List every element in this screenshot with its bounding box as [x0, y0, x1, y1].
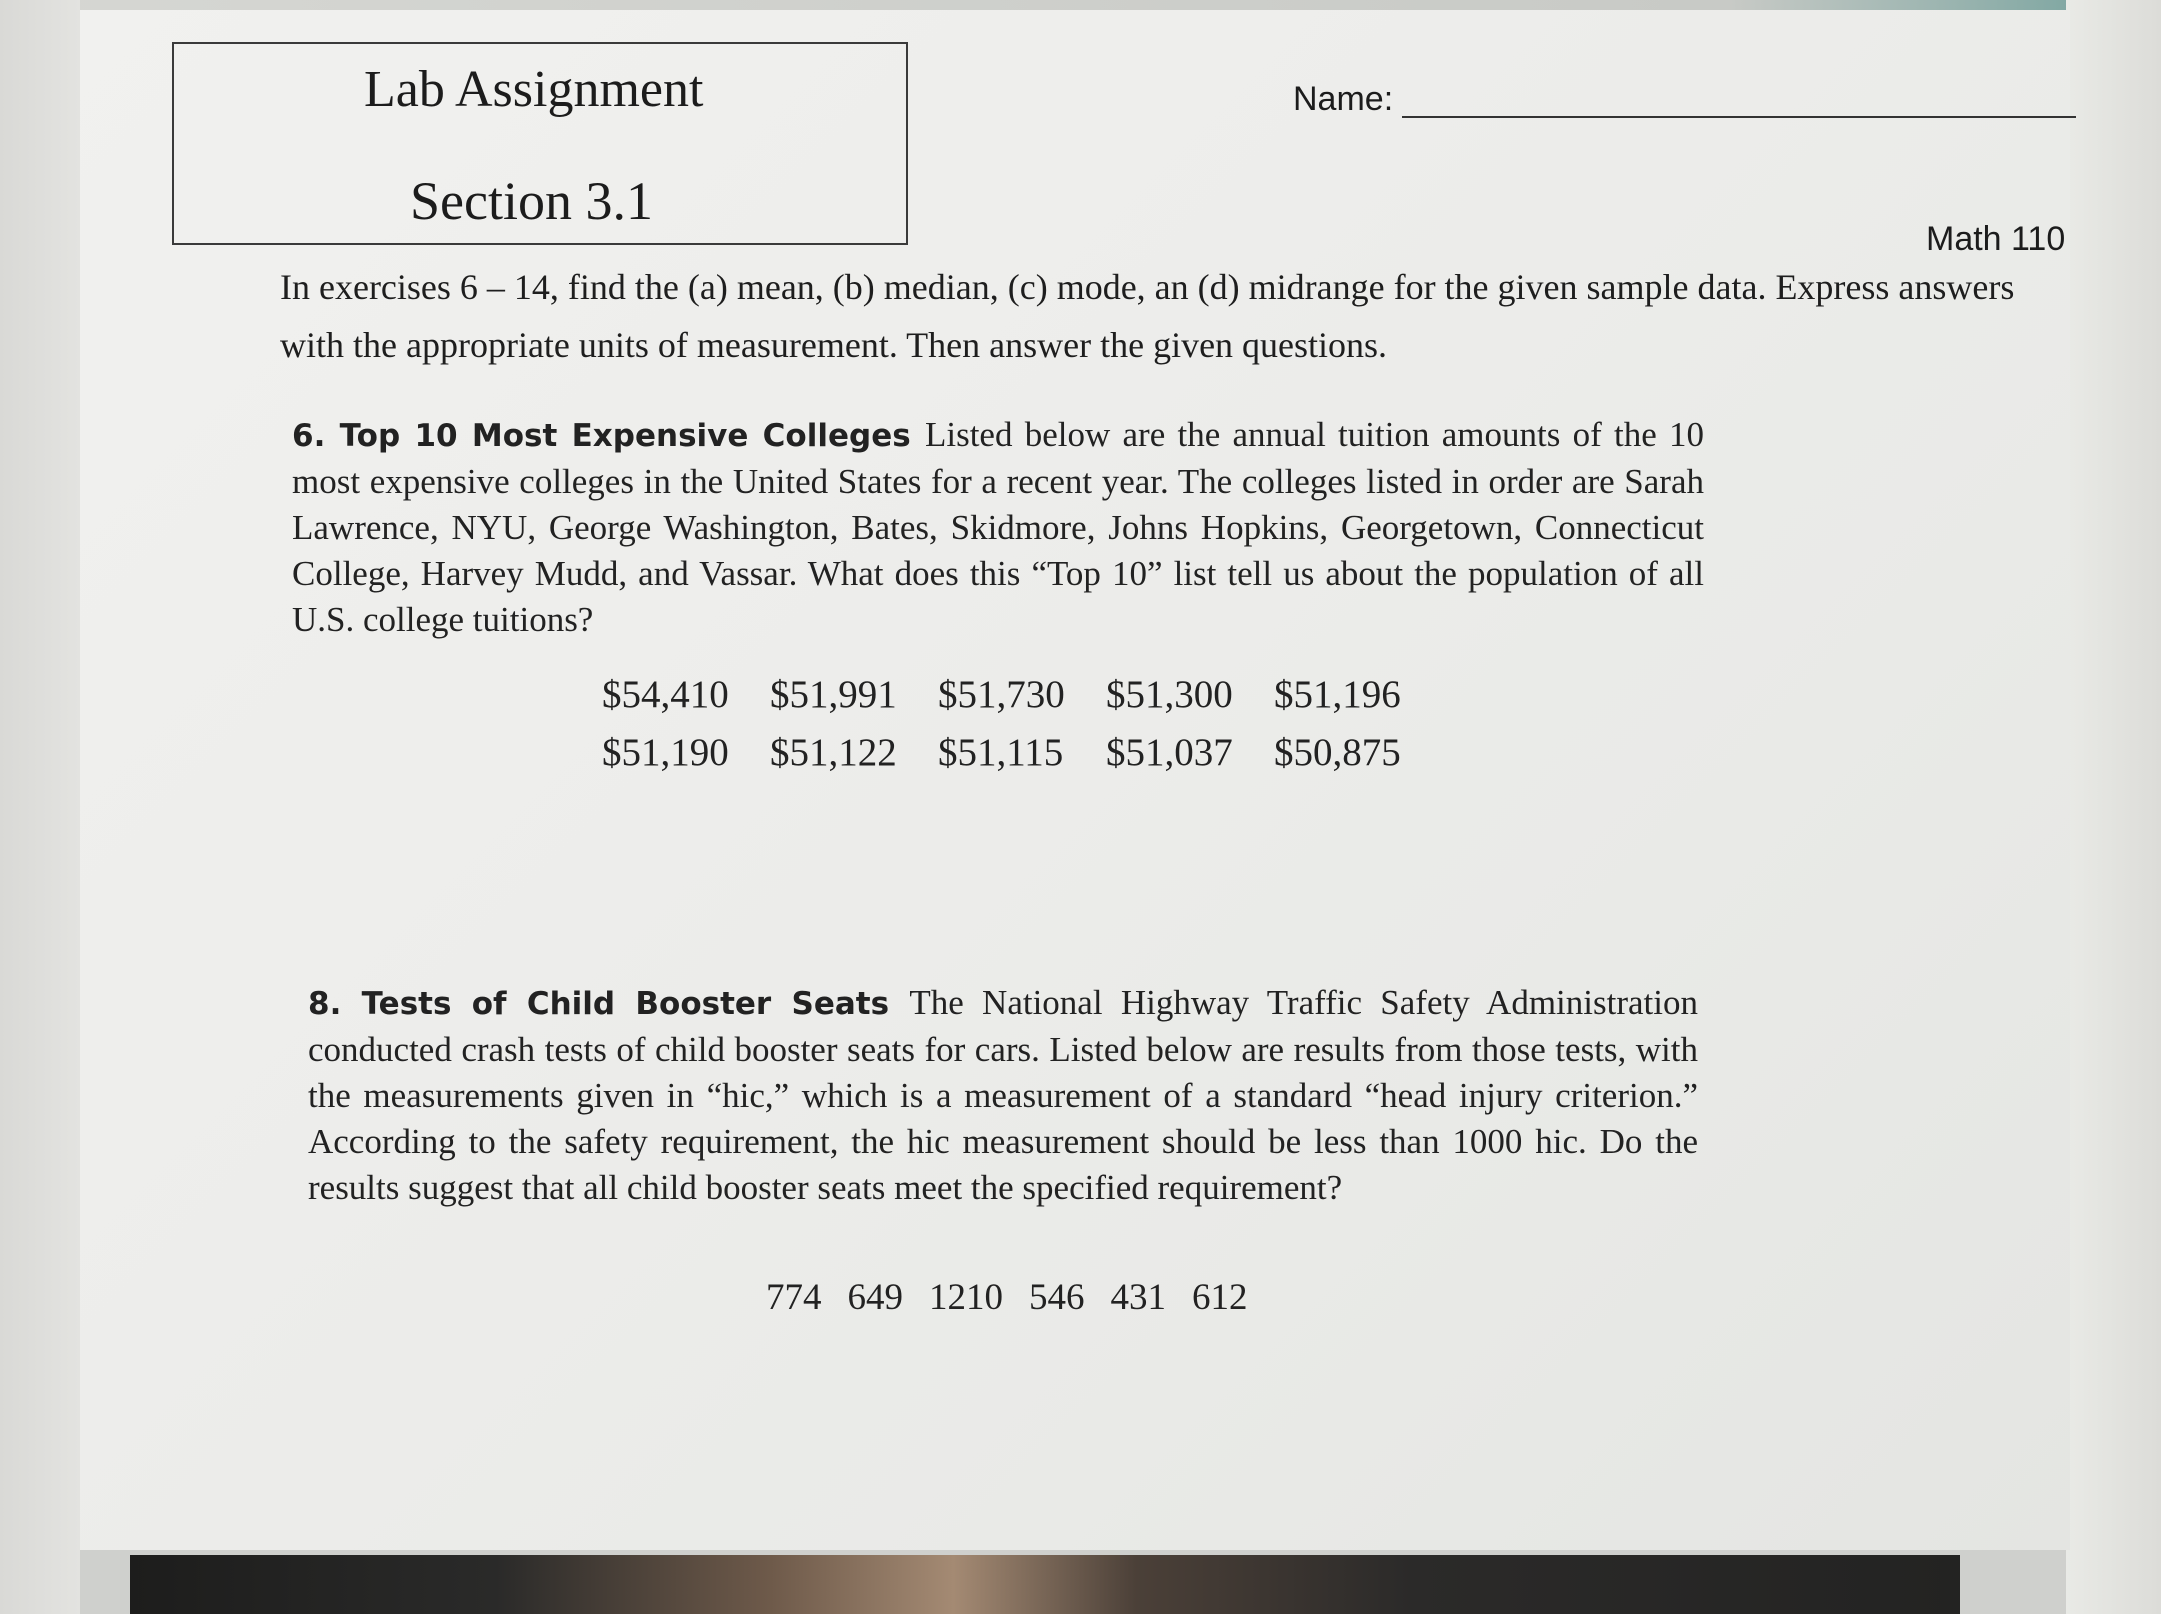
problem-8-heading: 8. Tests of Child Booster Seats: [308, 986, 910, 1022]
tuition-value: $51,122: [770, 731, 897, 774]
name-label: Name:: [1293, 80, 1394, 118]
hic-value: 612: [1192, 1277, 1248, 1318]
hic-value: 774: [766, 1277, 822, 1318]
tuition-value: $50,875: [1274, 731, 1401, 774]
problem-6-text: Listed below are the annual tuition amounts of the 10 most expensive colleges in the United States for a recent year. The colleges listed in order are Sarah Lawrence, NYU, George Washington, Bates, Skidmore, Johns Hopkins, Georgetown, Connecticut College, Harvey Mudd, and Vassar. What does this “Top 10” list tell us about the population of all U.S. college tuitions?: [292, 415, 1704, 639]
tuition-value: $51,730: [938, 673, 1065, 716]
tuition-data-row-1: [602, 672, 1442, 717]
section-title: Section 3.1: [410, 171, 653, 231]
hic-value: 649: [847, 1277, 903, 1318]
hic-value: 546: [1029, 1277, 1085, 1318]
problem-8: [308, 980, 1698, 1211]
course-label: Math 110: [1926, 220, 2066, 258]
problem-6-heading: 6. Top 10 Most Expensive Colleges: [292, 418, 925, 454]
tuition-value: $51,115: [938, 731, 1064, 774]
hic-value: 1210: [929, 1277, 1003, 1318]
name-blank-line: [1402, 116, 2076, 118]
assignment-title: Lab Assignment: [364, 61, 704, 118]
tuition-value: $51,196: [1274, 673, 1401, 716]
tuition-value: $51,991: [770, 673, 897, 716]
document-page: [80, 10, 2070, 1550]
screen-margin-left: [0, 0, 80, 1614]
hic-value: 431: [1110, 1277, 1166, 1318]
title-box: [172, 42, 908, 245]
tuition-value: $51,300: [1106, 673, 1233, 716]
tuition-value: $51,037: [1106, 731, 1233, 774]
problem-6: [292, 412, 1704, 643]
screen-margin-right: [2066, 0, 2161, 1614]
problem-8-text: The National Highway Traffic Safety Administration conducted crash tests of child booster seats for cars. Listed below are results from those tests, with the measurements given in “hic,” which is a measurement of a standard “head injury criterion.” According to the safety requirement, the hic measurement should be less than 1000 hic. Do the results suggest that all child booster seats meet the specified requirement?: [308, 983, 1698, 1207]
tuition-value: $51,190: [602, 731, 729, 774]
instructions-paragraph: In exercises 6 – 14, find the (a) mean, (b) median, (c) mode, an (d) midrange for the given sample data. Express answers with the appropriate units of measurement. Then answer the given questions.: [280, 267, 2015, 365]
hic-data-row: [766, 1276, 1274, 1319]
tuition-data-row-2: [602, 730, 1442, 775]
tuition-value: $54,410: [602, 673, 729, 716]
photo-background-strip: [130, 1555, 1960, 1614]
